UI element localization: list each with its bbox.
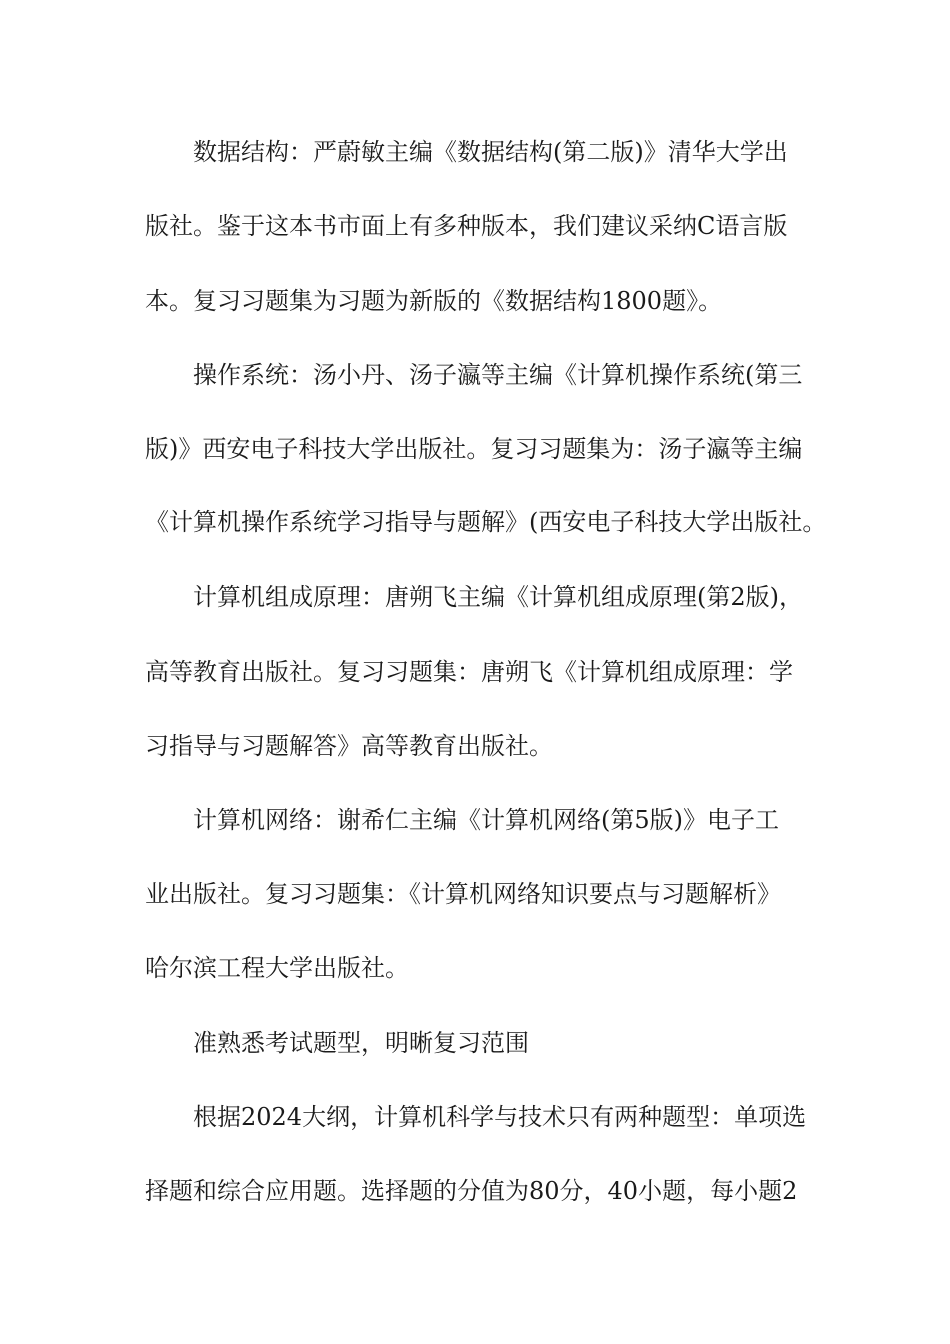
text-line: 根据2024大纲，计算机科学与技术只有两种题型：单项选 (193, 1103, 807, 1131)
text-line: 高等教育出版社。复习习题集：唐朔飞《计算机组成原理：学 (145, 658, 793, 686)
text-line: 《计算机操作系统学习指导与题解》(西安电子科技大学出版社。 (145, 508, 827, 536)
text-line: 版)》西安电子科技大学出版社。复习习题集为：汤子瀛等主编 (145, 435, 803, 463)
text-line: 版社。鉴于这本书市面上有多种版本，我们建议采纳C语言版 (145, 212, 788, 240)
section-heading: 准熟悉考试题型，明晰复习范围 (193, 1029, 529, 1057)
text-line: 业出版社。复习习题集：《计算机网络知识要点与习题解析》 (145, 880, 781, 908)
text-line: 习指导与习题解答》高等教育出版社。 (145, 732, 553, 760)
text-line: 数据结构：严蔚敏主编《数据结构(第二版)》清华大学出 (193, 138, 788, 166)
text-line: 计算机网络：谢希仁主编《计算机网络(第5版)》电子工 (193, 806, 779, 834)
text-line: 操作系统：汤小丹、汤子瀛等主编《计算机操作系统(第三 (193, 361, 803, 389)
text-line: 计算机组成原理：唐朔飞主编《计算机组成原理(第2版)， (193, 583, 803, 611)
text-line: 哈尔滨工程大学出版社。 (145, 954, 409, 982)
text-line: 择题和综合应用题。选择题的分值为80分，40小题，每小题2 (145, 1177, 798, 1205)
text-line: 本。复习习题集为习题为新版的《数据结构1800题》。 (145, 287, 723, 315)
